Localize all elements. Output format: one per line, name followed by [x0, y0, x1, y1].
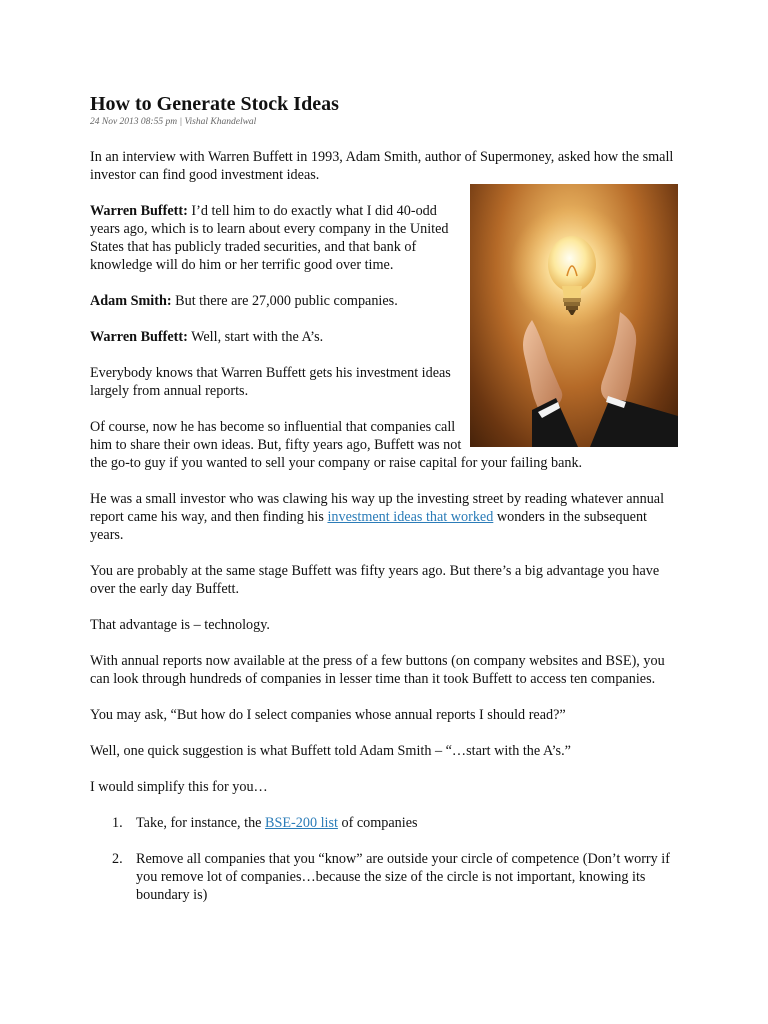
bse-200-link[interactable]: BSE-200 list	[265, 815, 338, 831]
influential-paragraph: Of course, now he has become so influential that companies call him to share their own ideas. But, fifty years ago, Buffett was not the go-to guy if you wanted to sell your company or raise capital for your failing bank.	[90, 419, 583, 471]
reports-paragraph: With annual reports now available at the press of a few buttons (on company websites and BSE), you can look through hundreds of companies in lesser time than it took Buffett to access ten companies.	[90, 653, 665, 687]
intro-paragraph: In an interview with Warren Buffett in 1993, Adam Smith, author of Supermoney, asked how the small investor can find good investment ideas.	[90, 149, 674, 183]
article-title: How to Generate Stock Ideas	[90, 93, 339, 115]
lightbulb-hands-image	[470, 184, 678, 447]
speaker-text: I’d tell him to do exactly what I did 40-odd years ago, which is to learn about every company in the United States that has publicly traded securities, and that bank of knowledge will do him or her terrific good over time.	[90, 203, 449, 273]
annual-reports-paragraph: Everybody knows that Warren Buffett gets his investment ideas largely from annual reports.	[90, 365, 451, 399]
list-text: of companies	[337, 815, 418, 831]
list-text: Take, for instance, the	[136, 815, 266, 831]
paragraph-text: wonders in the subsequent years.	[90, 509, 648, 543]
speaker-text: But there are 27,000 public companies.	[171, 293, 398, 309]
list-number: 1.	[112, 815, 123, 831]
speaker-name: Warren Buffett:	[90, 203, 188, 219]
speaker-name: Warren Buffett:	[90, 329, 188, 345]
list-text: Remove all companies that you “know” are outside your circle of competence (Don’t worry if you remove lot of companies…because the size of the circle is not important, knowing its boundary is)	[136, 851, 670, 903]
list-item	[90, 850, 678, 904]
stage-paragraph: You are probably at the same stage Buffett was fifty years ago. But there’s a big advantage you have over the early day Buffett.	[90, 563, 660, 597]
advantage-paragraph: That advantage is – technology.	[90, 617, 270, 633]
article-meta: 24 Nov 2013 08:55 pm | Vishal Khandelwal	[90, 117, 257, 127]
simplify-paragraph: I would simplify this for you…	[90, 779, 268, 795]
article	[90, 92, 678, 904]
list-item	[90, 814, 678, 832]
investment-ideas-link[interactable]: investment ideas that worked	[327, 509, 494, 525]
list-number: 2.	[112, 851, 123, 867]
ask-paragraph: You may ask, “But how do I select companies whose annual reports I should read?”	[90, 707, 566, 723]
paragraph-text: He was a small investor who was clawing his way up the investing street by reading whatever annual report came his way, and then finding his	[90, 491, 665, 525]
lightbulb-icon	[470, 184, 678, 447]
small-investor-paragraph	[90, 490, 678, 544]
speaker-name: Adam Smith:	[90, 293, 172, 309]
suggestion-paragraph: Well, one quick suggestion is what Buffett told Adam Smith – “…start with the A’s.”	[90, 743, 571, 759]
steps-list	[90, 814, 678, 904]
speaker-text: Well, start with the A’s.	[187, 329, 324, 345]
